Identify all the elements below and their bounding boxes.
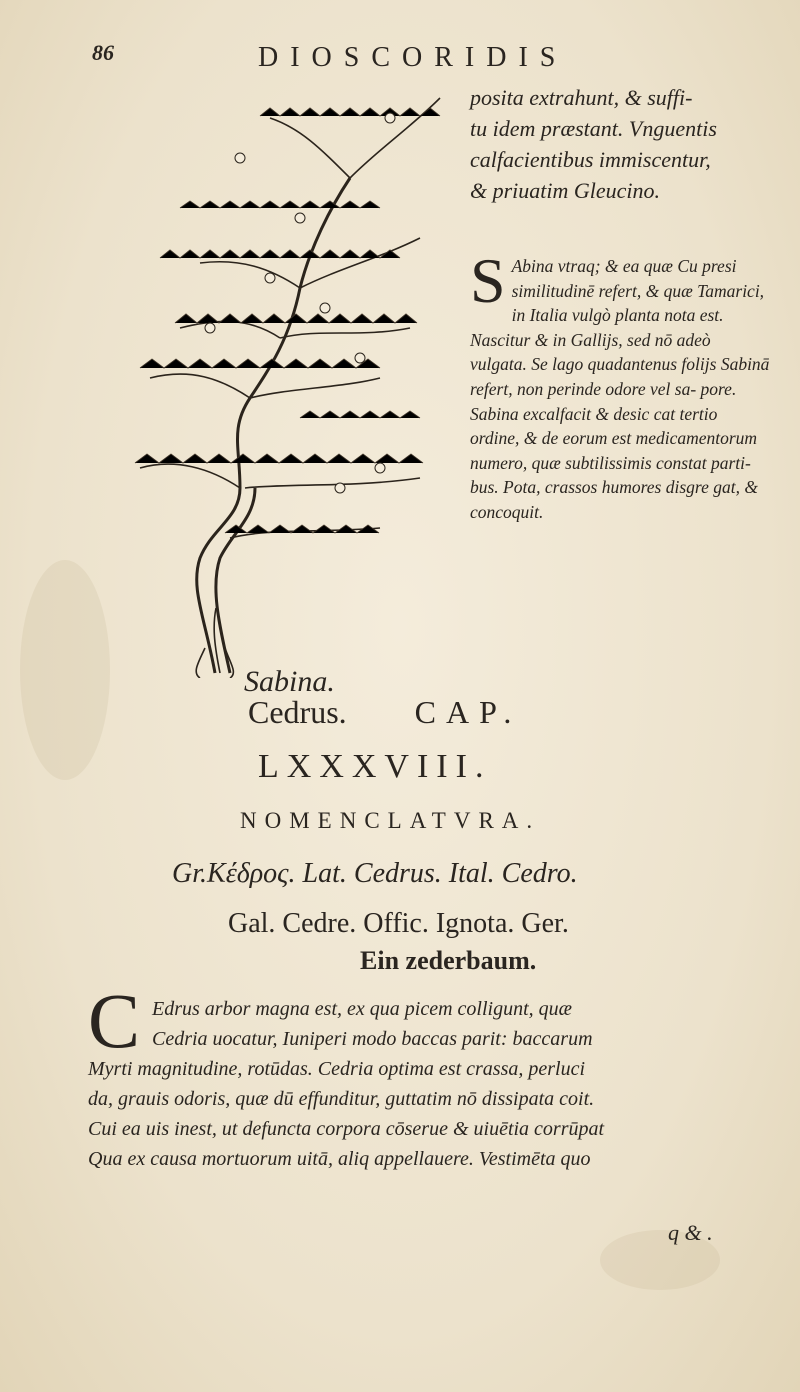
body-paragraph [88, 994, 768, 1174]
text-line: Cui ea uis inest, ut defuncta corpora cōserue & uiuētia corrūpat [88, 1118, 605, 1140]
nomenclatura-heading: NOMENCLATVRA. [240, 808, 541, 833]
text-line: Myrti magnitudine, rotūdas. Cedria optima est crassa, perluci [88, 1058, 586, 1080]
text-line: da, grauis odoris, quæ dū effunditur, guttatim nō dissipata coit. [88, 1088, 595, 1110]
synonym-line-german: Ein zederbaum. [360, 946, 537, 975]
sabina-paragraph [470, 245, 770, 525]
drop-cap-s: S [470, 245, 506, 316]
text-line: posita extrahunt, & suffi- [470, 85, 693, 110]
synonym-line: Gal. Cedre. Offic. Ignota. Ger. [228, 908, 569, 939]
synonym-line: Gr.Κέδρος. Lat. Cedrus. Ital. Cedro. [172, 858, 578, 889]
sabina-paragraph-text: Abina vtraq; & ea quæ Cu presi similitudinē refert, & quæ Tamarici, in Italia vulgò planta nota est. Nascitur & in Gallijs, sed nō adeò vulgata. Se lago quadantenus folijs Sabinā refert, non perinde odore vel sa- pore. Sabina excalfacit & desic cat tertio ordine, & de eorum est medicamentorum numero, quæ subtilissimis constat parti- bus. Pota, crassos humores disgre gat, & concoquit. [470, 256, 770, 522]
right-column-text [470, 82, 770, 525]
text-line: tu idem præstant. Vnguentis [470, 116, 717, 141]
continuation-paragraph [470, 82, 770, 206]
text-line: Qua ex causa mortuorum uitā, aliq appellauere. Vestimēta quo [88, 1148, 591, 1170]
chapter-heading [248, 694, 521, 731]
running-head: DIOSCORIDIS [258, 42, 568, 73]
catchword: q & . [668, 1220, 713, 1245]
chapter-title: Cedrus. [248, 694, 347, 730]
text-line: calfacientibus immiscentur, [470, 147, 711, 172]
text-line: Cedria uocatur, Iuniperi modo baccas parit: baccarum [152, 1028, 593, 1050]
sabina-woodcut-illustration [120, 88, 460, 678]
chapter-number: LXXXVIII. [258, 748, 492, 785]
chapter-label: CAP. [414, 694, 522, 730]
drop-cap-c: C [88, 977, 141, 1064]
illustration-caption: Sabina. [244, 665, 335, 698]
text-line: & priuatim Gleucino. [470, 178, 661, 203]
text-line: Edrus arbor magna est, ex qua picem colligunt, quæ [152, 998, 572, 1020]
paper-stain [20, 560, 110, 780]
page-number: 86 [92, 40, 114, 65]
